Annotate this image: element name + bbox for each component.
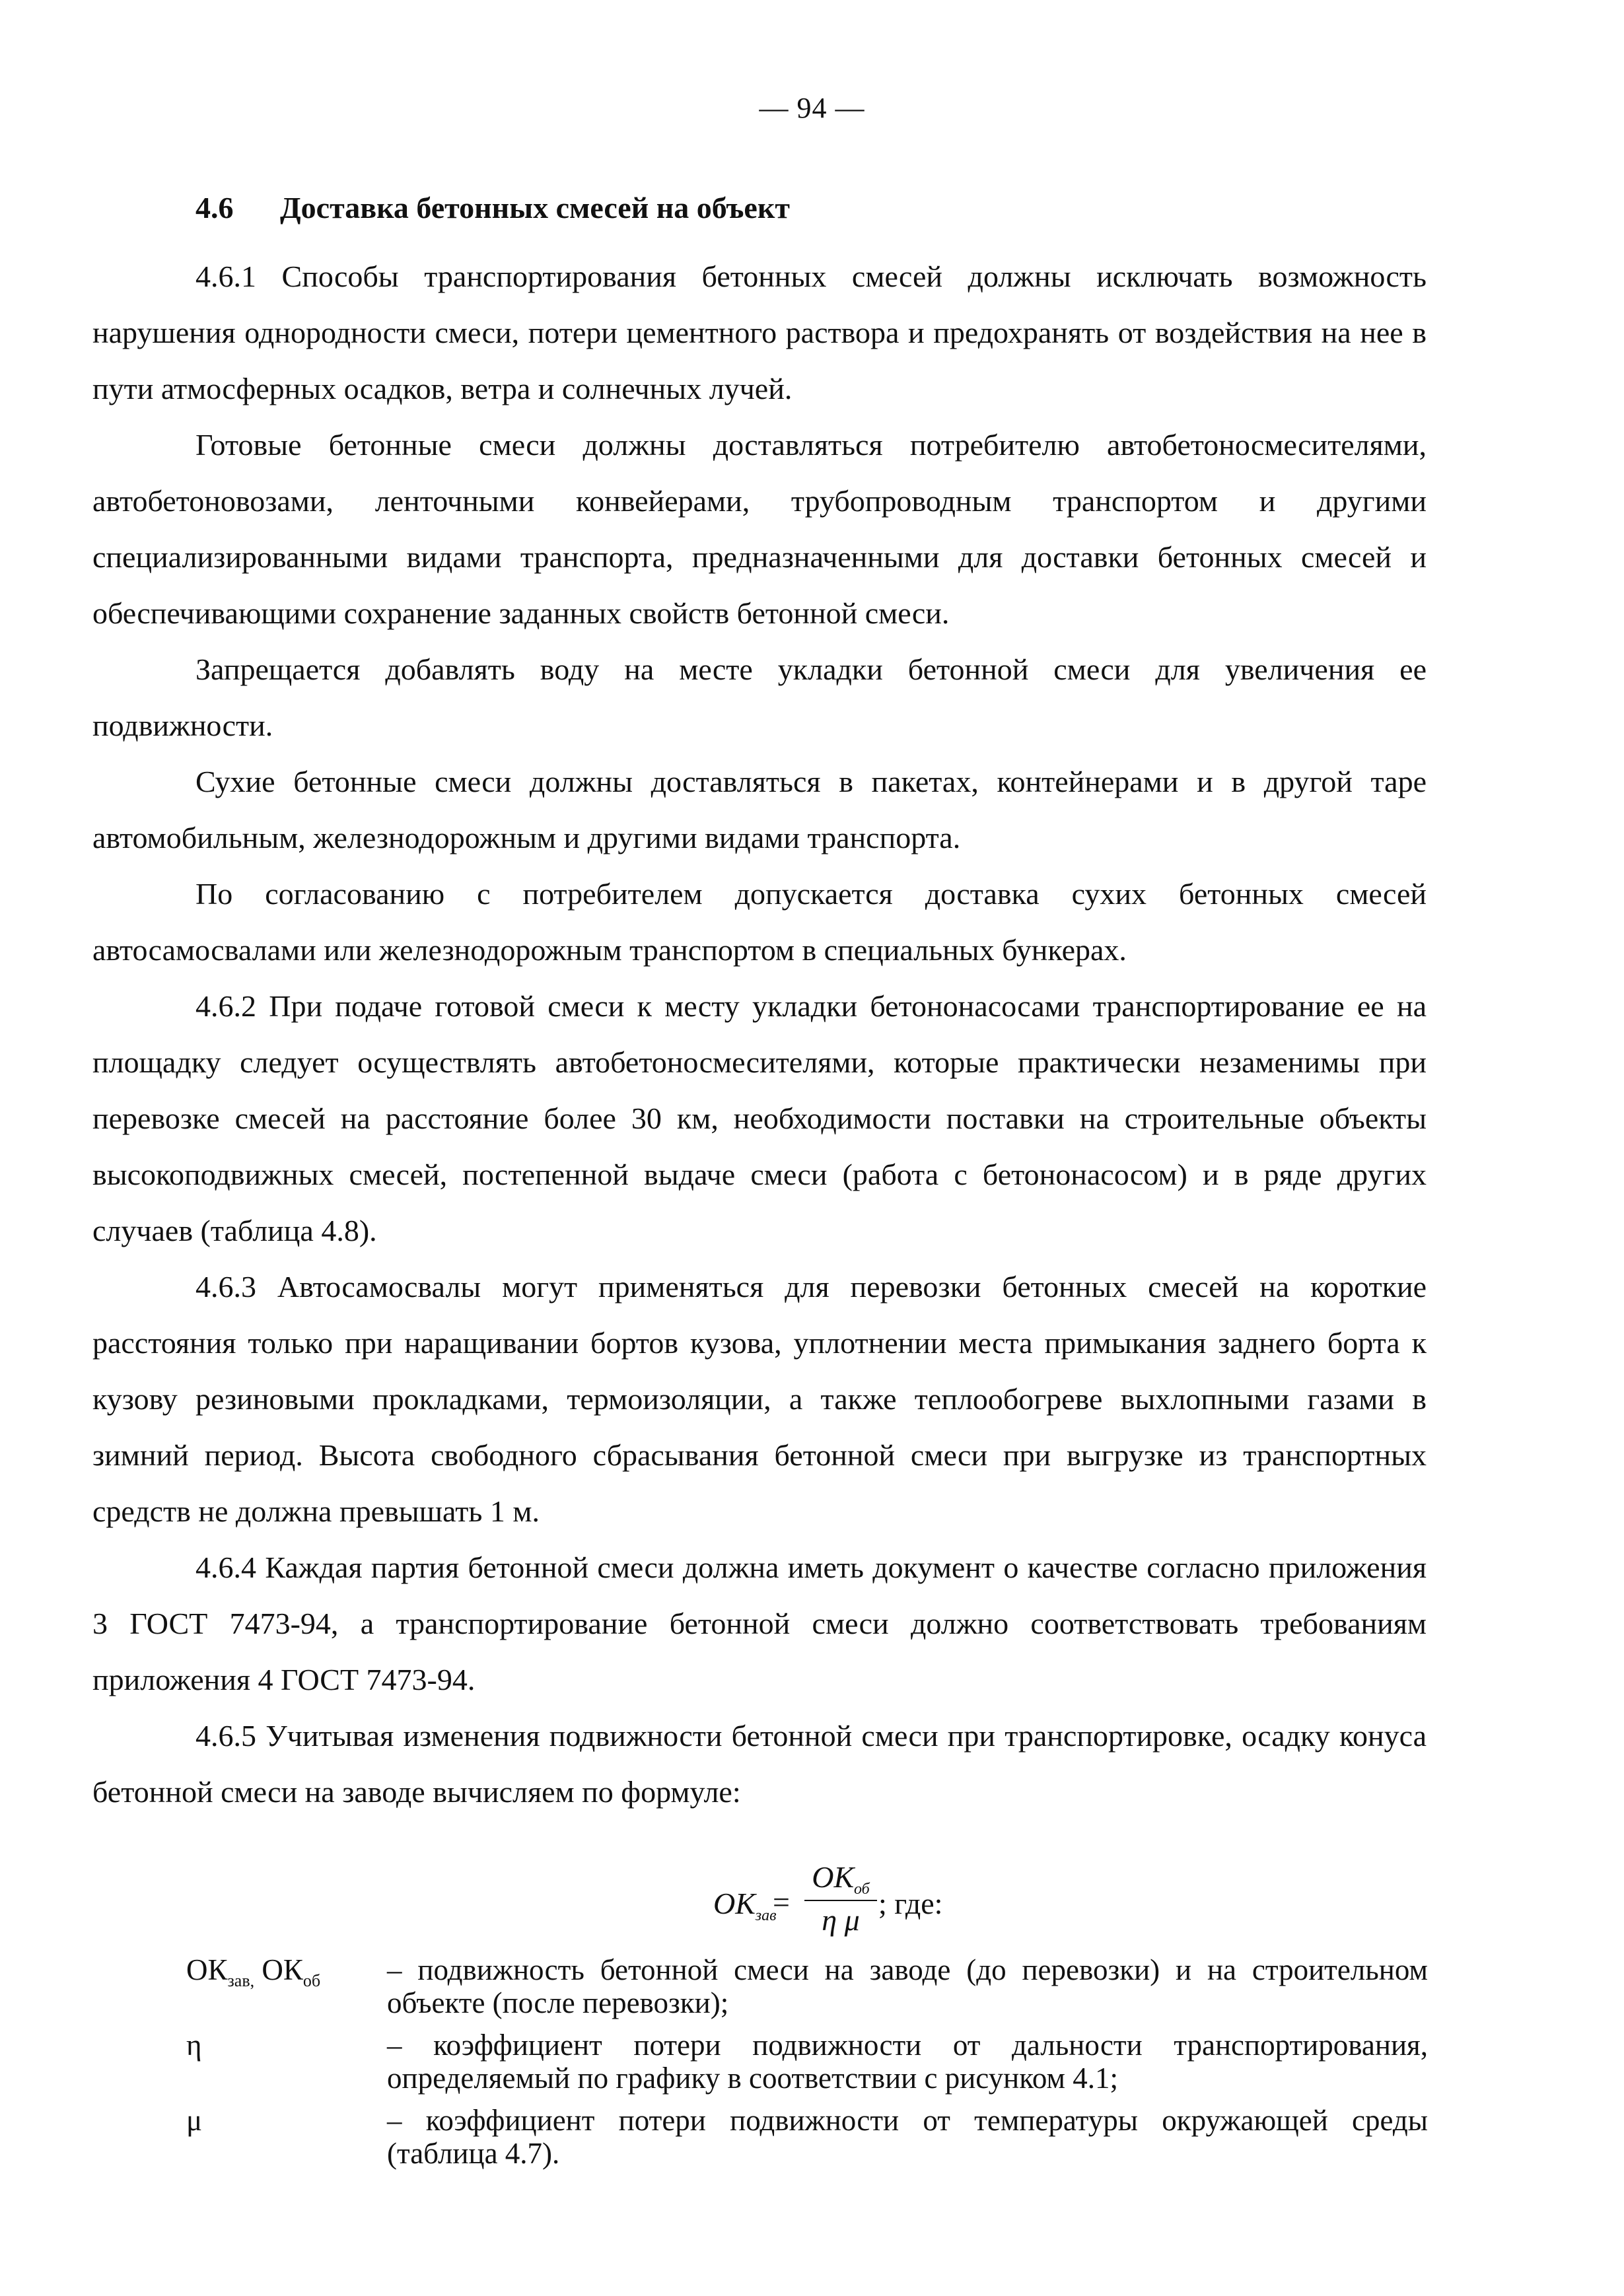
definitions-list <box>186 1953 1428 2179</box>
symbol-text-2: ОК <box>254 1953 303 1986</box>
section-title: Доставка бетонных смесей на объект <box>280 191 790 225</box>
definition-row <box>186 2029 1428 2095</box>
formula-lhs <box>713 1886 777 1925</box>
symbol-subscript-2: об <box>302 1971 321 1990</box>
formula <box>687 1860 1030 1952</box>
paragraph: 4.6.5 Учитывая изменения подвижности бетонной смеси при транспортировке, осадку конуса бетонной смеси на заводе вычисляем по формуле: <box>92 1719 1427 1809</box>
section-heading <box>195 190 790 225</box>
formula-lhs-subscript: зав <box>755 1907 777 1925</box>
symbol-subscript: зав, <box>227 1971 255 1990</box>
paragraph: 4.6.1 Способы транспортирования бетонных смесей должны исключать возможность нарушения однородности смеси, потери цементного раствора и предохранять от воздействия на нее в пути атмосферных осадков, ветра и солнечных лучей. <box>92 260 1427 405</box>
formula-fraction <box>804 1860 877 1937</box>
definition-row <box>186 1953 1428 2019</box>
definition-text: – подвижность бетонной смеси на заводе (до перевозки) и на строительном объекте (после перевозки); <box>387 1953 1428 2019</box>
definition-symbol: μ <box>186 2104 203 2137</box>
definition-symbol <box>186 1953 320 1998</box>
section-number: 4.6 <box>195 191 234 225</box>
definition-symbol: η <box>186 2029 202 2062</box>
paragraph: 4.6.2 При подаче готовой смеси к месту укладки бетононасосами транспортирование ее на площадку следует осуществлять автобетоносмесителями, которые практически незаменимы при перевозке смесей на расстояние более 30 км, необходимости поставки на строительные объекты высокоподвижных смесей, постепенной выдаче смеси (работа с бетононасосом) и в ряде других случаев (таблица 4.8). <box>92 989 1427 1247</box>
formula-lhs-symbol: ОК <box>713 1887 756 1920</box>
formula-equals: = <box>773 1885 790 1919</box>
formula-denominator: η μ <box>822 1903 860 1937</box>
definition-text: – коэффициент потери подвижности от температуры окружающей среды (таблица 4.7). <box>387 2104 1428 2170</box>
paragraph: Готовые бетонные смеси должны доставляться потребителю автобетоносмесителями, автобетоновозами, ленточными конвейерами, трубопроводным транспортом и другими специализированными видами транспорта, предназначенными для доставки бетонных смесей и обеспечивающими сохранение заданных свойств бетонной смеси. <box>92 428 1427 630</box>
paragraph: 4.6.3 Автосамосвалы могут применяться для перевозки бетонных смесей на короткие расстояния только при наращивании бортов кузова, уплотнении места примыкания заднего борта к кузову резиновыми прокладками, термоизоляции, а также теплообогреве выхлопными газами в зимний период. Высота свободного сбрасывания бетонной смеси при выгрузке из транспортных средств не должна превышать 1 м. <box>92 1270 1427 1528</box>
paragraph: Запрещается добавлять воду на месте укладки бетонной смеси для увеличения ее подвижности. <box>92 652 1427 742</box>
formula-numerator <box>804 1860 877 1901</box>
symbol-text: ОК <box>186 1953 228 1986</box>
paragraph: Сухие бетонные смеси должны доставляться в пакетах, контейнерами и в другой таре автомобильным, железнодорожным и другими видами транспорта. <box>92 765 1427 854</box>
formula-tail: ; где: <box>878 1887 943 1920</box>
page-number: — 94 — <box>759 92 865 124</box>
paragraph: По согласованию с потребителем допускается доставка сухих бетонных смесей автосамосвалами или железнодорожным транспортом в специальных бункерах. <box>92 877 1427 967</box>
formula-numerator-subscript: об <box>854 1881 870 1898</box>
formula-numerator-symbol: ОК <box>812 1860 854 1894</box>
body-text <box>92 248 1427 1820</box>
definition-row <box>186 2104 1428 2170</box>
paragraph: 4.6.4 Каждая партия бетонной смеси должна иметь документ о качестве согласно приложения 3 ГОСТ 7473-94, а транспортирование бетонной смеси должно соответствовать требованиям приложения 4 ГОСТ 7473-94. <box>92 1550 1427 1696</box>
definition-text: – коэффициент потери подвижности от дальности транспортирования, определяемый по графику в соответствии с рисунком 4.1; <box>387 2029 1428 2095</box>
